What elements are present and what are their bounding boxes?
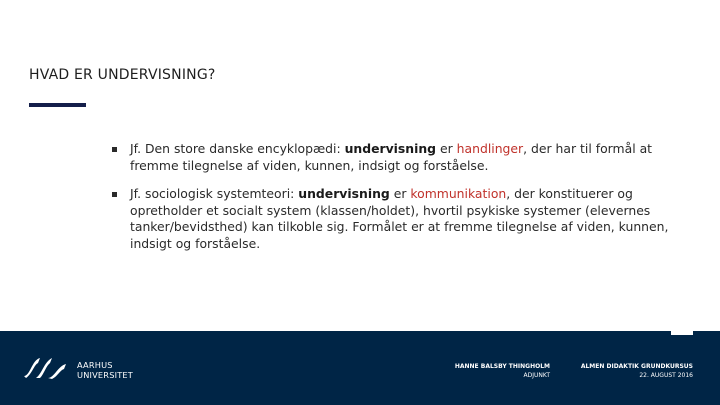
bullet-term: undervisning: [344, 141, 437, 156]
presenter-name: HANNE BALSBY THINGHOLM: [454, 363, 550, 370]
bullet-square-icon: [112, 192, 117, 197]
university-name-line1: AARHUS: [77, 360, 113, 370]
presenter-info: [455, 362, 550, 380]
bullet-list: [118, 141, 698, 264]
course-name: ALMEN DIDAKTIK GRUNDKURSUS: [580, 363, 693, 370]
footer-accent-line: [671, 331, 693, 335]
course-date: 22. AUGUST 2016: [639, 372, 693, 379]
bullet-item: [118, 186, 698, 252]
bullet-text-mid: er: [436, 141, 457, 156]
bullet-text-pre: Jf. sociologisk systemteori:: [130, 186, 299, 201]
title-underline: [29, 103, 86, 107]
slide-title: HVAD ER UNDERVISNING?: [29, 67, 216, 83]
bullet-text-mid: er: [389, 186, 411, 201]
bullet-item: [118, 141, 698, 174]
bullet-highlight: kommunikation: [410, 186, 507, 201]
bullet-square-icon: [112, 147, 117, 152]
bullet-term: undervisning: [298, 186, 390, 201]
bullet-text-post: , der konstituerer og opretholder et socialt system (klassen/holdet), hvortil psykiske systemer (elevernes tanker/bevidsthed) kan tilkoble sig. Formålet er at fremme tilegnelse af viden, kunnen, indsigt og forståelse.: [130, 186, 669, 251]
bullet-text-pre: Jf. Den store danske encyklopædi:: [130, 141, 345, 156]
aarhus-university-logo-icon: [22, 354, 68, 380]
university-name: [77, 360, 133, 380]
bullet-text-post: , der har til formål at fremme tilegnelse af viden, kunnen, indsigt og forståelse.: [130, 141, 653, 173]
university-name-line2: UNIVERSITET: [77, 370, 133, 380]
course-info: [581, 362, 693, 380]
presenter-role: ADJUNKT: [523, 372, 550, 379]
bullet-highlight: handlinger: [456, 141, 524, 156]
